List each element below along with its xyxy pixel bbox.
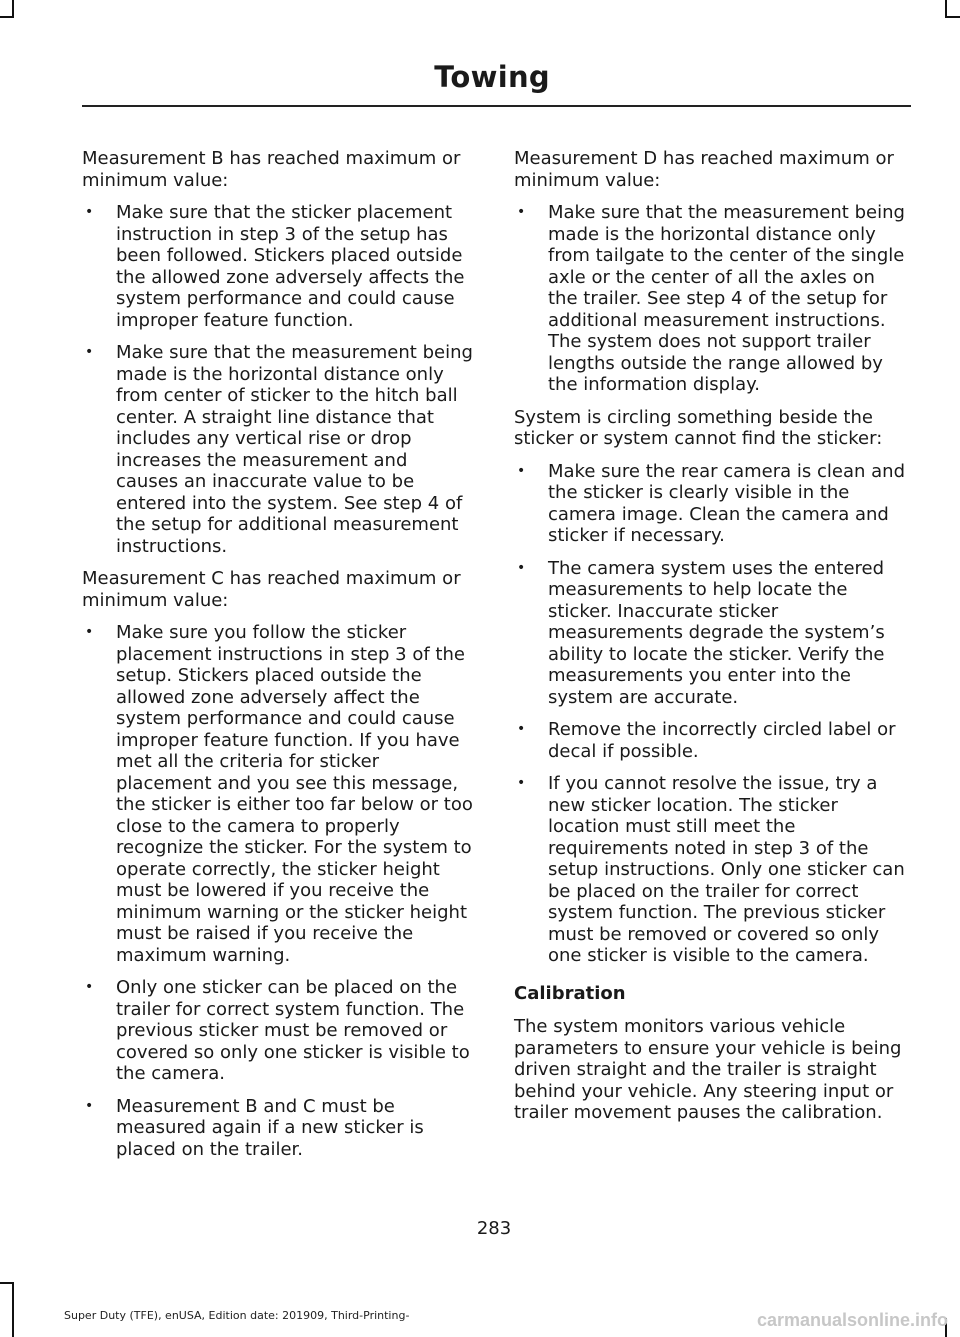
edition-footer: Super Duty (TFE), enUSA, Edition date: 201909, Third-Printing- — [64, 1309, 410, 1322]
crop-mark-top-right-h — [945, 16, 960, 18]
page-number: 283 — [476, 1218, 512, 1239]
calibration-body: The system monitors various vehicle parameters to ensure your vehicle is being driven straight and the trailer is straight behind your vehicle. Any steering input or trailer movement pauses the calibration. — [514, 1016, 902, 1123]
crop-mark-bottom-left — [12, 1282, 14, 1337]
list-item: • Make sure the rear camera is clean and the sticker is clearly visible in the camera image. Clean the camera and sticker if necessary. — [514, 461, 907, 547]
left-column — [82, 148, 475, 1171]
list-item: • Make sure that the measurement being made is the horizontal distance only from tailgate to the center of the single axle or the center of all the axles on the trailer. See step 4 of the setup for additional measurement instructions. The system does not support trailer lengths outside the range allowed by the information display. — [514, 202, 907, 396]
list-item: • Remove the incorrectly circled label or decal if possible. — [514, 719, 907, 762]
calibration-heading: Calibration — [514, 982, 626, 1004]
watermark: carmanualsonline.info — [756, 1310, 948, 1330]
header-divider — [82, 105, 911, 107]
right-column — [514, 148, 907, 1135]
list-item: • Only one sticker can be placed on the trailer for correct system function. The previous sticker must be removed or covered so only one sticker is visible to the camera. — [82, 977, 475, 1085]
bullet-list — [514, 202, 907, 396]
crop-mark-top-left-h — [0, 16, 14, 18]
bullet-list — [82, 622, 475, 1160]
list-item: • Make sure that the measurement being made is the horizontal distance only from center of sticker to the hitch ball center. A straight line distance that includes any vertical rise or drop increases the measurement and causes an inaccurate value to be entered into the system. See step 4 of the setup for additional measurement instructions. — [82, 342, 475, 557]
list-item: • Measurement B and C must be measured again if a new sticker is placed on the trailer. — [82, 1096, 475, 1161]
list-item: • The camera system uses the entered measurements to help locate the sticker. Inaccurate sticker measurements degrade the system’s ability to locate the sticker. Verify the measurements you enter into the system are accurate. — [514, 558, 907, 709]
section-intro: Measurement B has reached maximum or minimum value: — [82, 148, 461, 191]
crop-mark-bottom-left-h — [0, 1282, 14, 1284]
section-intro: Measurement C has reached maximum or minimum value: — [82, 568, 461, 611]
section-intro: Measurement D has reached maximum or minimum value: — [514, 148, 894, 191]
list-item: • Make sure that the sticker placement instruction in step 3 of the setup has been followed. Stickers placed outside the allowed zone adversely affects the system performance and could cause improper feature function. — [82, 202, 475, 331]
list-item: • If you cannot resolve the issue, try a new sticker location. The sticker location must still meet the requirements noted in step 3 of the setup instructions. Only one sticker can be placed on the trailer for correct system function. The previous sticker must be removed or covered so only one sticker is visible to the camera. — [514, 773, 907, 967]
list-item: • Make sure you follow the sticker placement instructions in step 3 of the setup. Stickers placed outside the allowed zone adversely affect the system performance and could cause improper feature function. If you have met all the criteria for sticker placement and you see this message, the sticker is either too far below or too close to the camera to properly recognize the sticker. For the system to operate correctly, the sticker height must be lowered if you receive the minimum warning or the sticker height must be raised if you receive the maximum warning. — [82, 622, 475, 966]
bullet-list — [82, 202, 475, 557]
bullet-list — [514, 461, 907, 967]
section-intro: System is circling something beside the sticker or system cannot find the sticker: — [514, 406, 883, 449]
page-title: Towing — [434, 60, 550, 94]
